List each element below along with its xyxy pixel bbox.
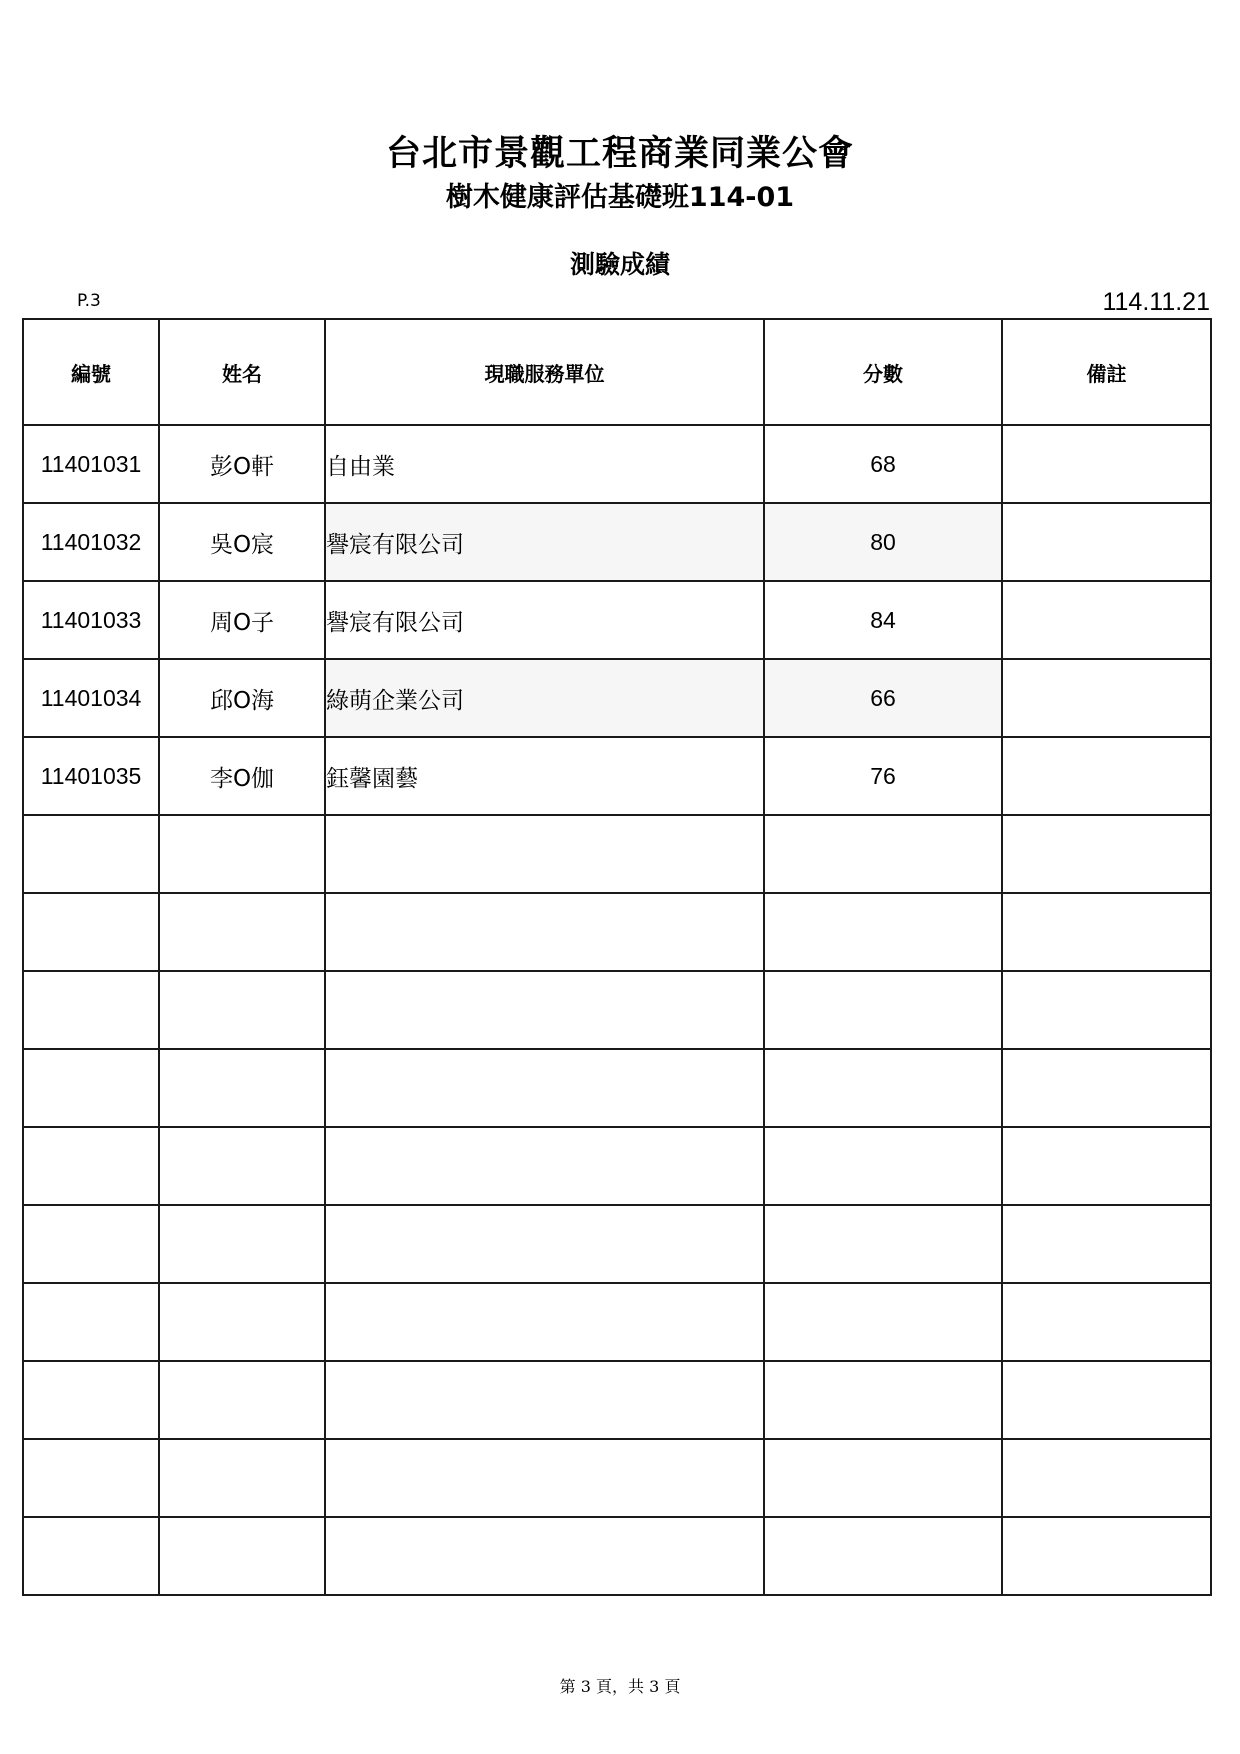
organization-title: 台北市景觀工程商業同業公會	[385, 134, 854, 174]
column-header-score: 分數	[764, 319, 1002, 425]
column-header-id: 編號	[23, 319, 159, 425]
cell-note	[1002, 1205, 1211, 1283]
cell-unit: 鈺馨園藝	[325, 737, 764, 815]
cell-note	[1002, 659, 1211, 737]
cell-score	[764, 815, 1002, 893]
cell-unit: 譽宸有限公司	[325, 581, 764, 659]
cell-unit	[325, 815, 764, 893]
cell-score	[764, 1361, 1002, 1439]
cell-name: 邱O海	[159, 659, 325, 737]
cell-name: 李O伽	[159, 737, 325, 815]
scores-table	[22, 318, 1212, 1596]
cell-unit	[325, 1517, 764, 1595]
cell-note	[1002, 425, 1211, 503]
table-row	[23, 659, 1211, 737]
cell-note	[1002, 1283, 1211, 1361]
cell-name: 彭O軒	[159, 425, 325, 503]
cell-name	[159, 971, 325, 1049]
cell-note	[1002, 1049, 1211, 1127]
cell-score	[764, 1049, 1002, 1127]
cell-id: 11401031	[23, 425, 159, 503]
cell-id	[23, 1283, 159, 1361]
report-title: 測驗成績	[569, 250, 670, 279]
cell-score	[764, 1439, 1002, 1517]
cell-unit	[325, 1127, 764, 1205]
table-row	[23, 425, 1211, 503]
cell-name	[159, 815, 325, 893]
column-header-unit: 現職服務單位	[325, 319, 764, 425]
cell-score: 80	[764, 503, 1002, 581]
cell-id	[23, 1127, 159, 1205]
cell-note	[1002, 893, 1211, 971]
cell-id: 11401035	[23, 737, 159, 815]
table-body	[23, 425, 1211, 1595]
course-title: 樹木健康評估基礎班114-01	[445, 182, 795, 213]
cell-unit: 綠萌企業公司	[325, 659, 764, 737]
table-row	[23, 1127, 1211, 1205]
cell-note	[1002, 737, 1211, 815]
table-row	[23, 503, 1211, 581]
table-row	[23, 815, 1211, 893]
cell-unit	[325, 1205, 764, 1283]
cell-id	[23, 1361, 159, 1439]
cell-name	[159, 893, 325, 971]
cell-unit	[325, 1283, 764, 1361]
cell-score	[764, 893, 1002, 971]
cell-note	[1002, 1439, 1211, 1517]
cell-score: 66	[764, 659, 1002, 737]
cell-score	[764, 971, 1002, 1049]
table-row	[23, 737, 1211, 815]
cell-name	[159, 1127, 325, 1205]
cell-id	[23, 893, 159, 971]
cell-id	[23, 1439, 159, 1517]
cell-score	[764, 1127, 1002, 1205]
table-row	[23, 1361, 1211, 1439]
date-label: 114.11.21	[1102, 288, 1210, 316]
cell-unit	[325, 971, 764, 1049]
table-row	[23, 1517, 1211, 1595]
cell-id	[23, 1517, 159, 1595]
table-row	[23, 1049, 1211, 1127]
cell-name	[159, 1205, 325, 1283]
cell-id: 11401034	[23, 659, 159, 737]
cell-name	[159, 1439, 325, 1517]
cell-id	[23, 1205, 159, 1283]
cell-name	[159, 1361, 325, 1439]
cell-note	[1002, 503, 1211, 581]
cell-score	[764, 1205, 1002, 1283]
table-header-row	[23, 319, 1211, 425]
cell-note	[1002, 815, 1211, 893]
cell-note	[1002, 1127, 1211, 1205]
cell-score: 76	[764, 737, 1002, 815]
table-row	[23, 893, 1211, 971]
cell-name	[159, 1283, 325, 1361]
cell-score	[764, 1283, 1002, 1361]
table-row	[23, 581, 1211, 659]
cell-score	[764, 1517, 1002, 1595]
cell-note	[1002, 971, 1211, 1049]
column-header-name: 姓名	[159, 319, 325, 425]
table-row	[23, 1205, 1211, 1283]
page-footer: 第 3 頁，共 3 頁	[559, 1677, 681, 1696]
table-row	[23, 1439, 1211, 1517]
page-label: P.3	[77, 291, 101, 311]
cell-id	[23, 971, 159, 1049]
cell-score: 68	[764, 425, 1002, 503]
cell-id: 11401032	[23, 503, 159, 581]
cell-unit: 譽宸有限公司	[325, 503, 764, 581]
cell-id	[23, 815, 159, 893]
cell-unit	[325, 893, 764, 971]
cell-name	[159, 1517, 325, 1595]
cell-name: 吳O宸	[159, 503, 325, 581]
column-header-note: 備註	[1002, 319, 1211, 425]
cell-unit	[325, 1439, 764, 1517]
cell-note	[1002, 1361, 1211, 1439]
cell-note	[1002, 581, 1211, 659]
cell-note	[1002, 1517, 1211, 1595]
cell-unit	[325, 1049, 764, 1127]
table-row	[23, 971, 1211, 1049]
cell-name: 周O子	[159, 581, 325, 659]
table-row	[23, 1283, 1211, 1361]
cell-id: 11401033	[23, 581, 159, 659]
cell-unit: 自由業	[325, 425, 764, 503]
cell-score: 84	[764, 581, 1002, 659]
cell-unit	[325, 1361, 764, 1439]
cell-id	[23, 1049, 159, 1127]
cell-name	[159, 1049, 325, 1127]
